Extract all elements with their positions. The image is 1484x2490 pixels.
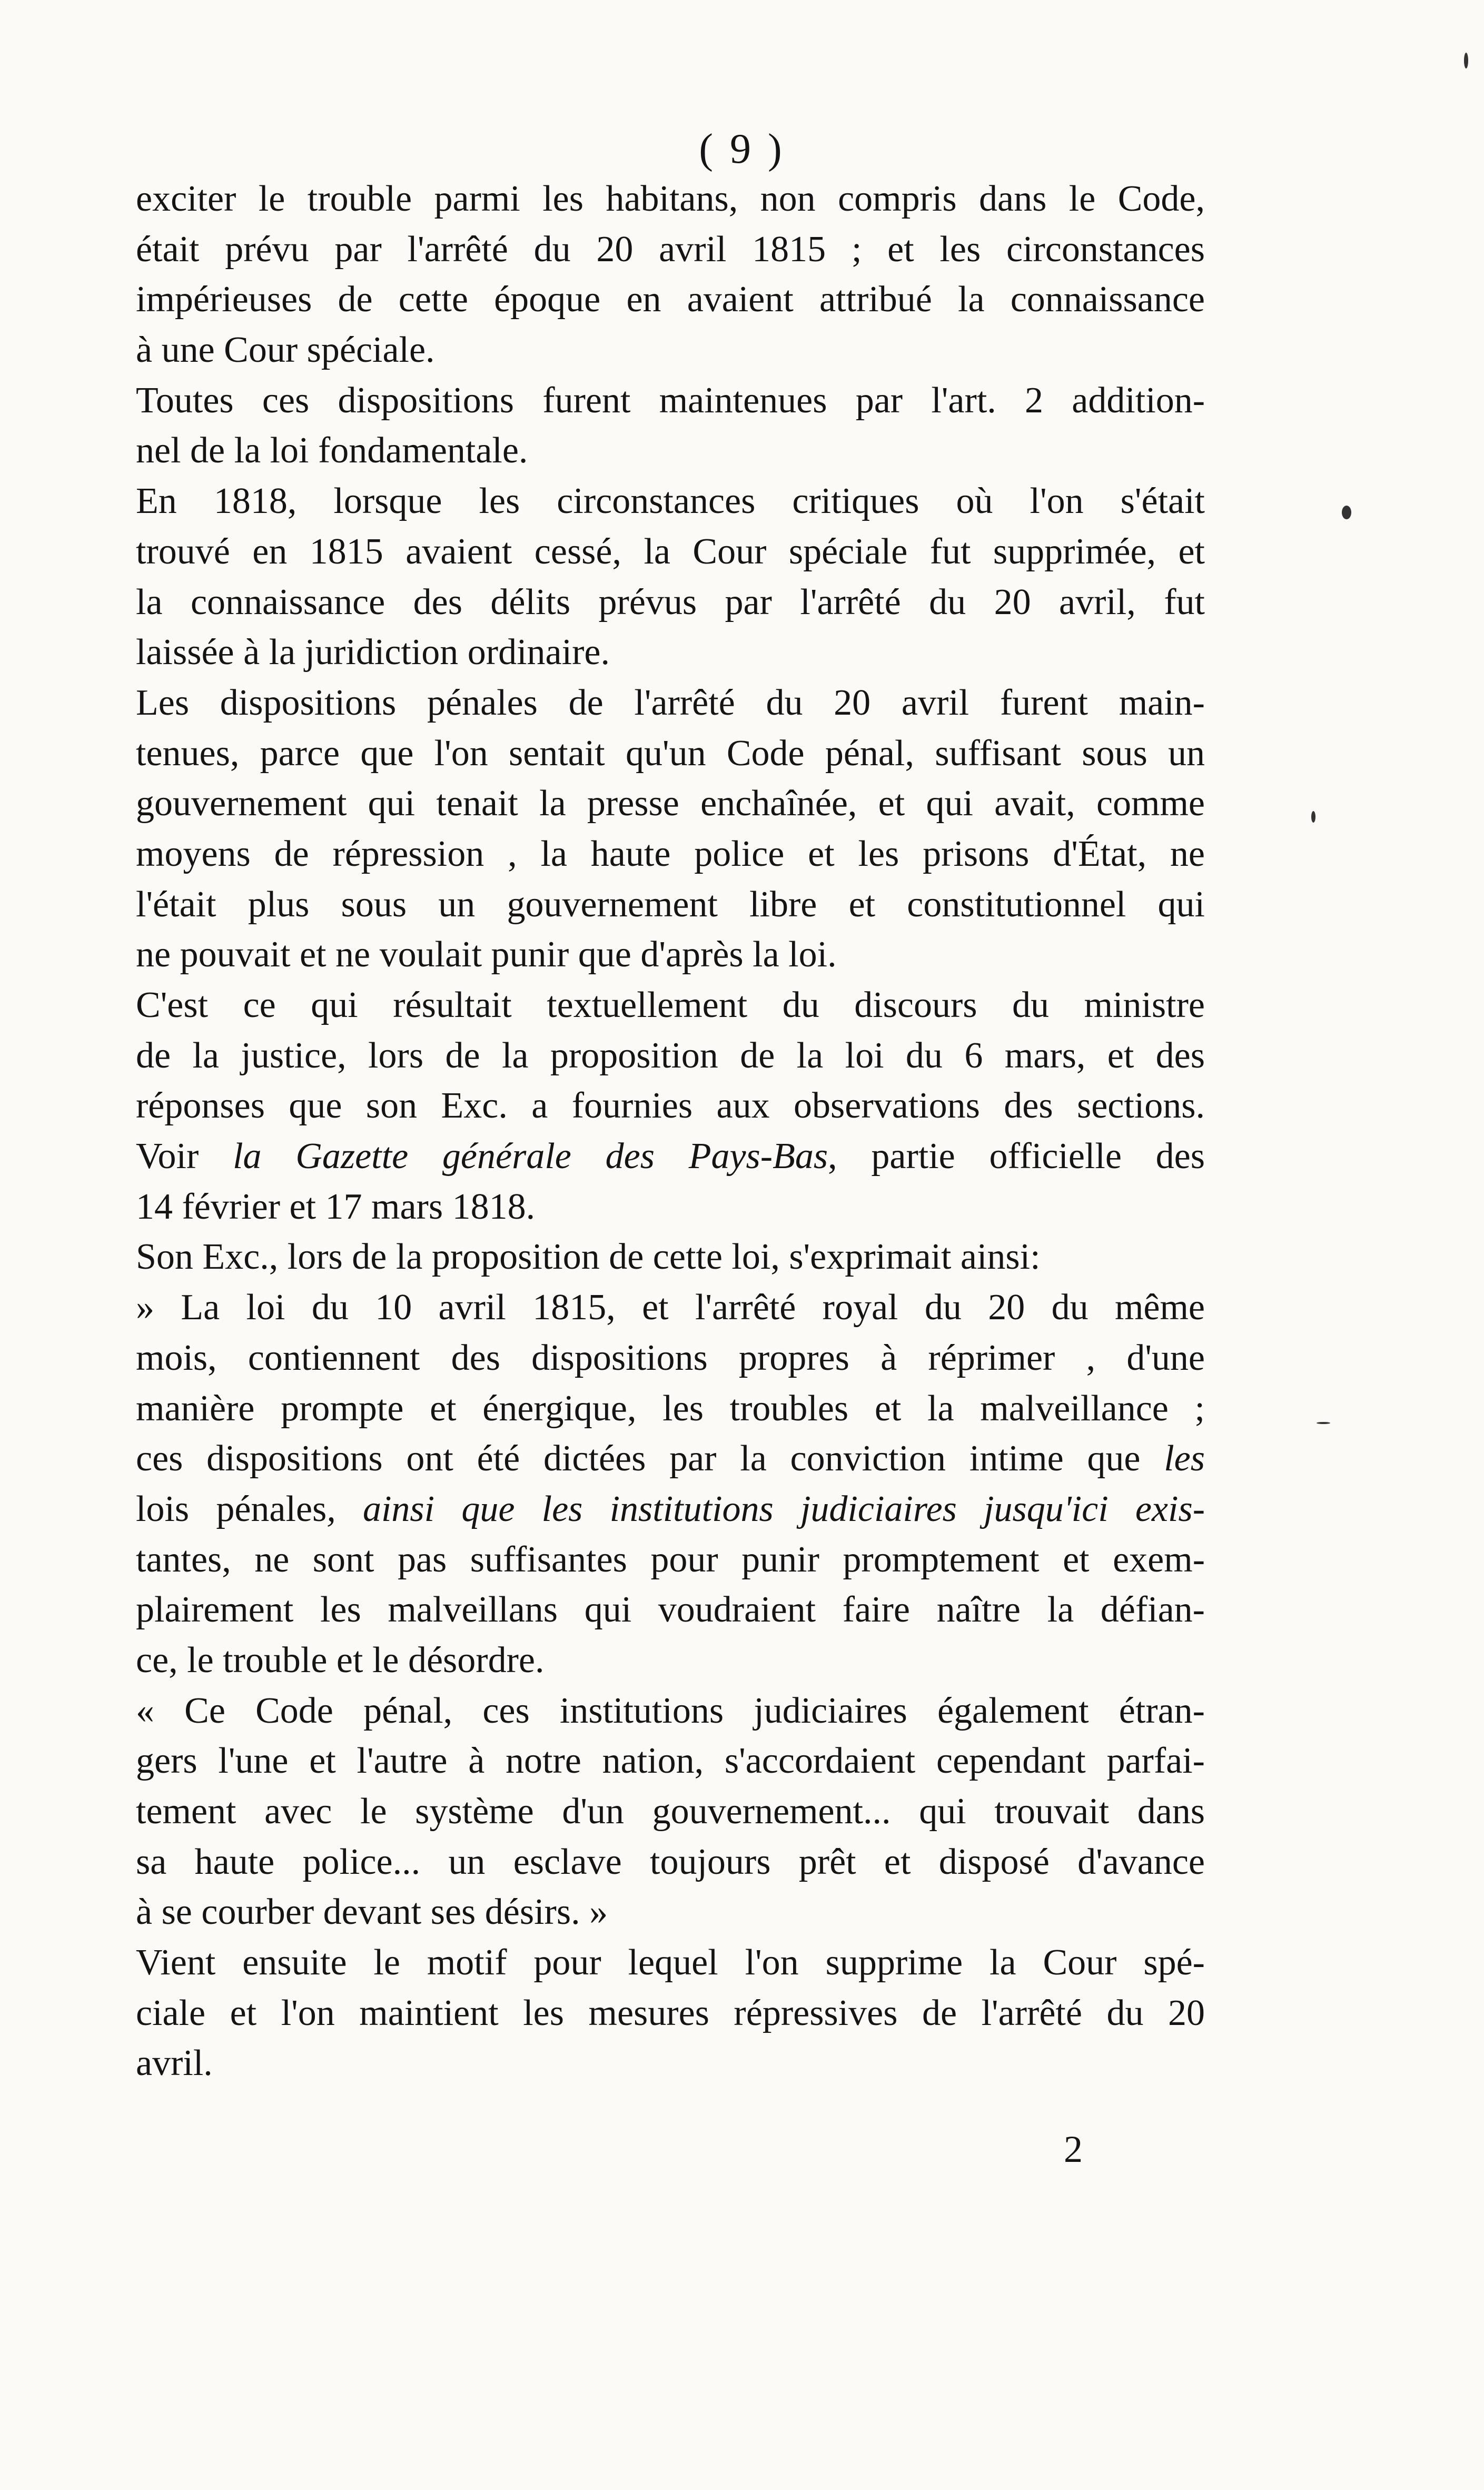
text-line: plairement les malveillans qui voudraient faire naître la défian- xyxy=(136,1589,1205,1631)
text-line: En 1818, lorsque les circonstances critiques où l'on s'était xyxy=(136,481,1205,522)
italic-segment: les xyxy=(1164,1438,1205,1479)
text-line: l'était plus sous un gouvernement libre et constitutionnel qui xyxy=(136,884,1205,925)
text-line: C'est ce qui résultait textuellement du discours du ministre xyxy=(136,985,1205,1025)
text-line: 14 février et 17 mars 1818. xyxy=(136,1186,536,1227)
text-line: à une Cour spéciale. xyxy=(136,330,435,371)
text-line: avril. xyxy=(136,2043,213,2084)
text-line: la connaissance des délits prévus par l'arrêté du 20 avril, fut xyxy=(136,581,1205,622)
text-line: gers l'une et l'autre à notre nation, s'accordaient cependant parfai- xyxy=(136,1741,1205,1782)
page-number: ( 9 ) xyxy=(699,126,785,172)
text-line: Les dispositions pénales de l'arrêté du 20 avril furent main- xyxy=(136,682,1205,723)
text-line: gouvernement qui tenait la presse enchaînée, et qui avait, comme xyxy=(136,783,1205,824)
text-line: exciter le trouble parmi les habitans, non compris dans le Code, xyxy=(136,179,1205,219)
text-line: trouvé en 1815 avaient cessé, la Cour spéciale fut supprimée, et xyxy=(136,531,1205,572)
text-line: ce, le trouble et le désordre. xyxy=(136,1639,545,1681)
scan-speck xyxy=(1317,1422,1330,1424)
text-line: » La loi du 10 avril 1815, et l'arrêté royal du 20 du même xyxy=(136,1287,1205,1328)
text-line: Son Exc., lors de la proposition de cette loi, s'exprimait ainsi: xyxy=(136,1237,1041,1278)
text-line: nel de la loi fondamentale. xyxy=(136,430,528,471)
text-line: réponses que son Exc. a fournies aux observations des sections. xyxy=(136,1085,1205,1127)
text-line: moyens de répression , la haute police et les prisons d'État, ne xyxy=(136,833,1205,874)
italic-segment: la Gazette générale des Pays-Bas xyxy=(233,1136,828,1177)
text-line: Vient ensuite le motif pour lequel l'on supprime la Cour spé- xyxy=(136,1942,1205,1983)
text-line: Toutes ces dispositions furent maintenues par l'art. 2 addition- xyxy=(136,380,1205,421)
text-line: à se courber devant ses désirs. » xyxy=(136,1892,608,1933)
text-line: mois, contiennent des dispositions propres à réprimer , d'une xyxy=(136,1337,1205,1378)
text-line: sa haute police... un esclave toujours prêt et disposé d'avance xyxy=(136,1841,1205,1882)
text-line: tement avec le système d'un gouvernement... qui trouvait dans xyxy=(136,1791,1205,1832)
text-line: manière prompte et énergique, les troubles et la malveillance ; xyxy=(136,1388,1205,1429)
scan-speck xyxy=(1342,506,1351,519)
text-line: ne pouvait et ne voulait punir que d'après la loi. xyxy=(136,934,837,975)
scan-speck xyxy=(1464,53,1468,68)
text-line: tantes, ne sont pas suffisantes pour punir promptement et exem- xyxy=(136,1539,1205,1580)
text-line: impérieuses de cette époque en avaient attribué la connaissance xyxy=(136,279,1205,320)
text-line: laissée à la juridiction ordinaire. xyxy=(136,632,610,673)
italic-segment: , ainsi que les institutions judiciaires jusqu'ici exis- xyxy=(327,1488,1205,1529)
text-line: était prévu par l'arrêté du 20 avril 1815 ; et les circonstances xyxy=(136,229,1205,270)
text-line: ciale et l'on maintient les mesures répressives de l'arrêté du 20 xyxy=(136,1992,1205,2033)
text-line: de la justice, lors de la proposition de la loi du 6 mars, et des xyxy=(136,1035,1205,1076)
body-text xyxy=(136,174,1205,2089)
text-line: ces dispositions ont été dictées par la conviction intime que les xyxy=(136,1438,1205,1479)
text-line: Voir la Gazette générale des Pays-Bas, partie officielle des xyxy=(136,1136,1205,1177)
text-line: lois pénales, ainsi que les institutions judiciaires jusqu'ici exis- xyxy=(136,1488,1205,1529)
signature-mark: 2 xyxy=(1064,2128,1083,2170)
scan-speck xyxy=(1311,811,1315,823)
text-line: « Ce Code pénal, ces institutions judiciaires également étran- xyxy=(136,1690,1205,1731)
text-line: tenues, parce que l'on sentait qu'un Code pénal, suffisant sous un xyxy=(136,733,1205,774)
